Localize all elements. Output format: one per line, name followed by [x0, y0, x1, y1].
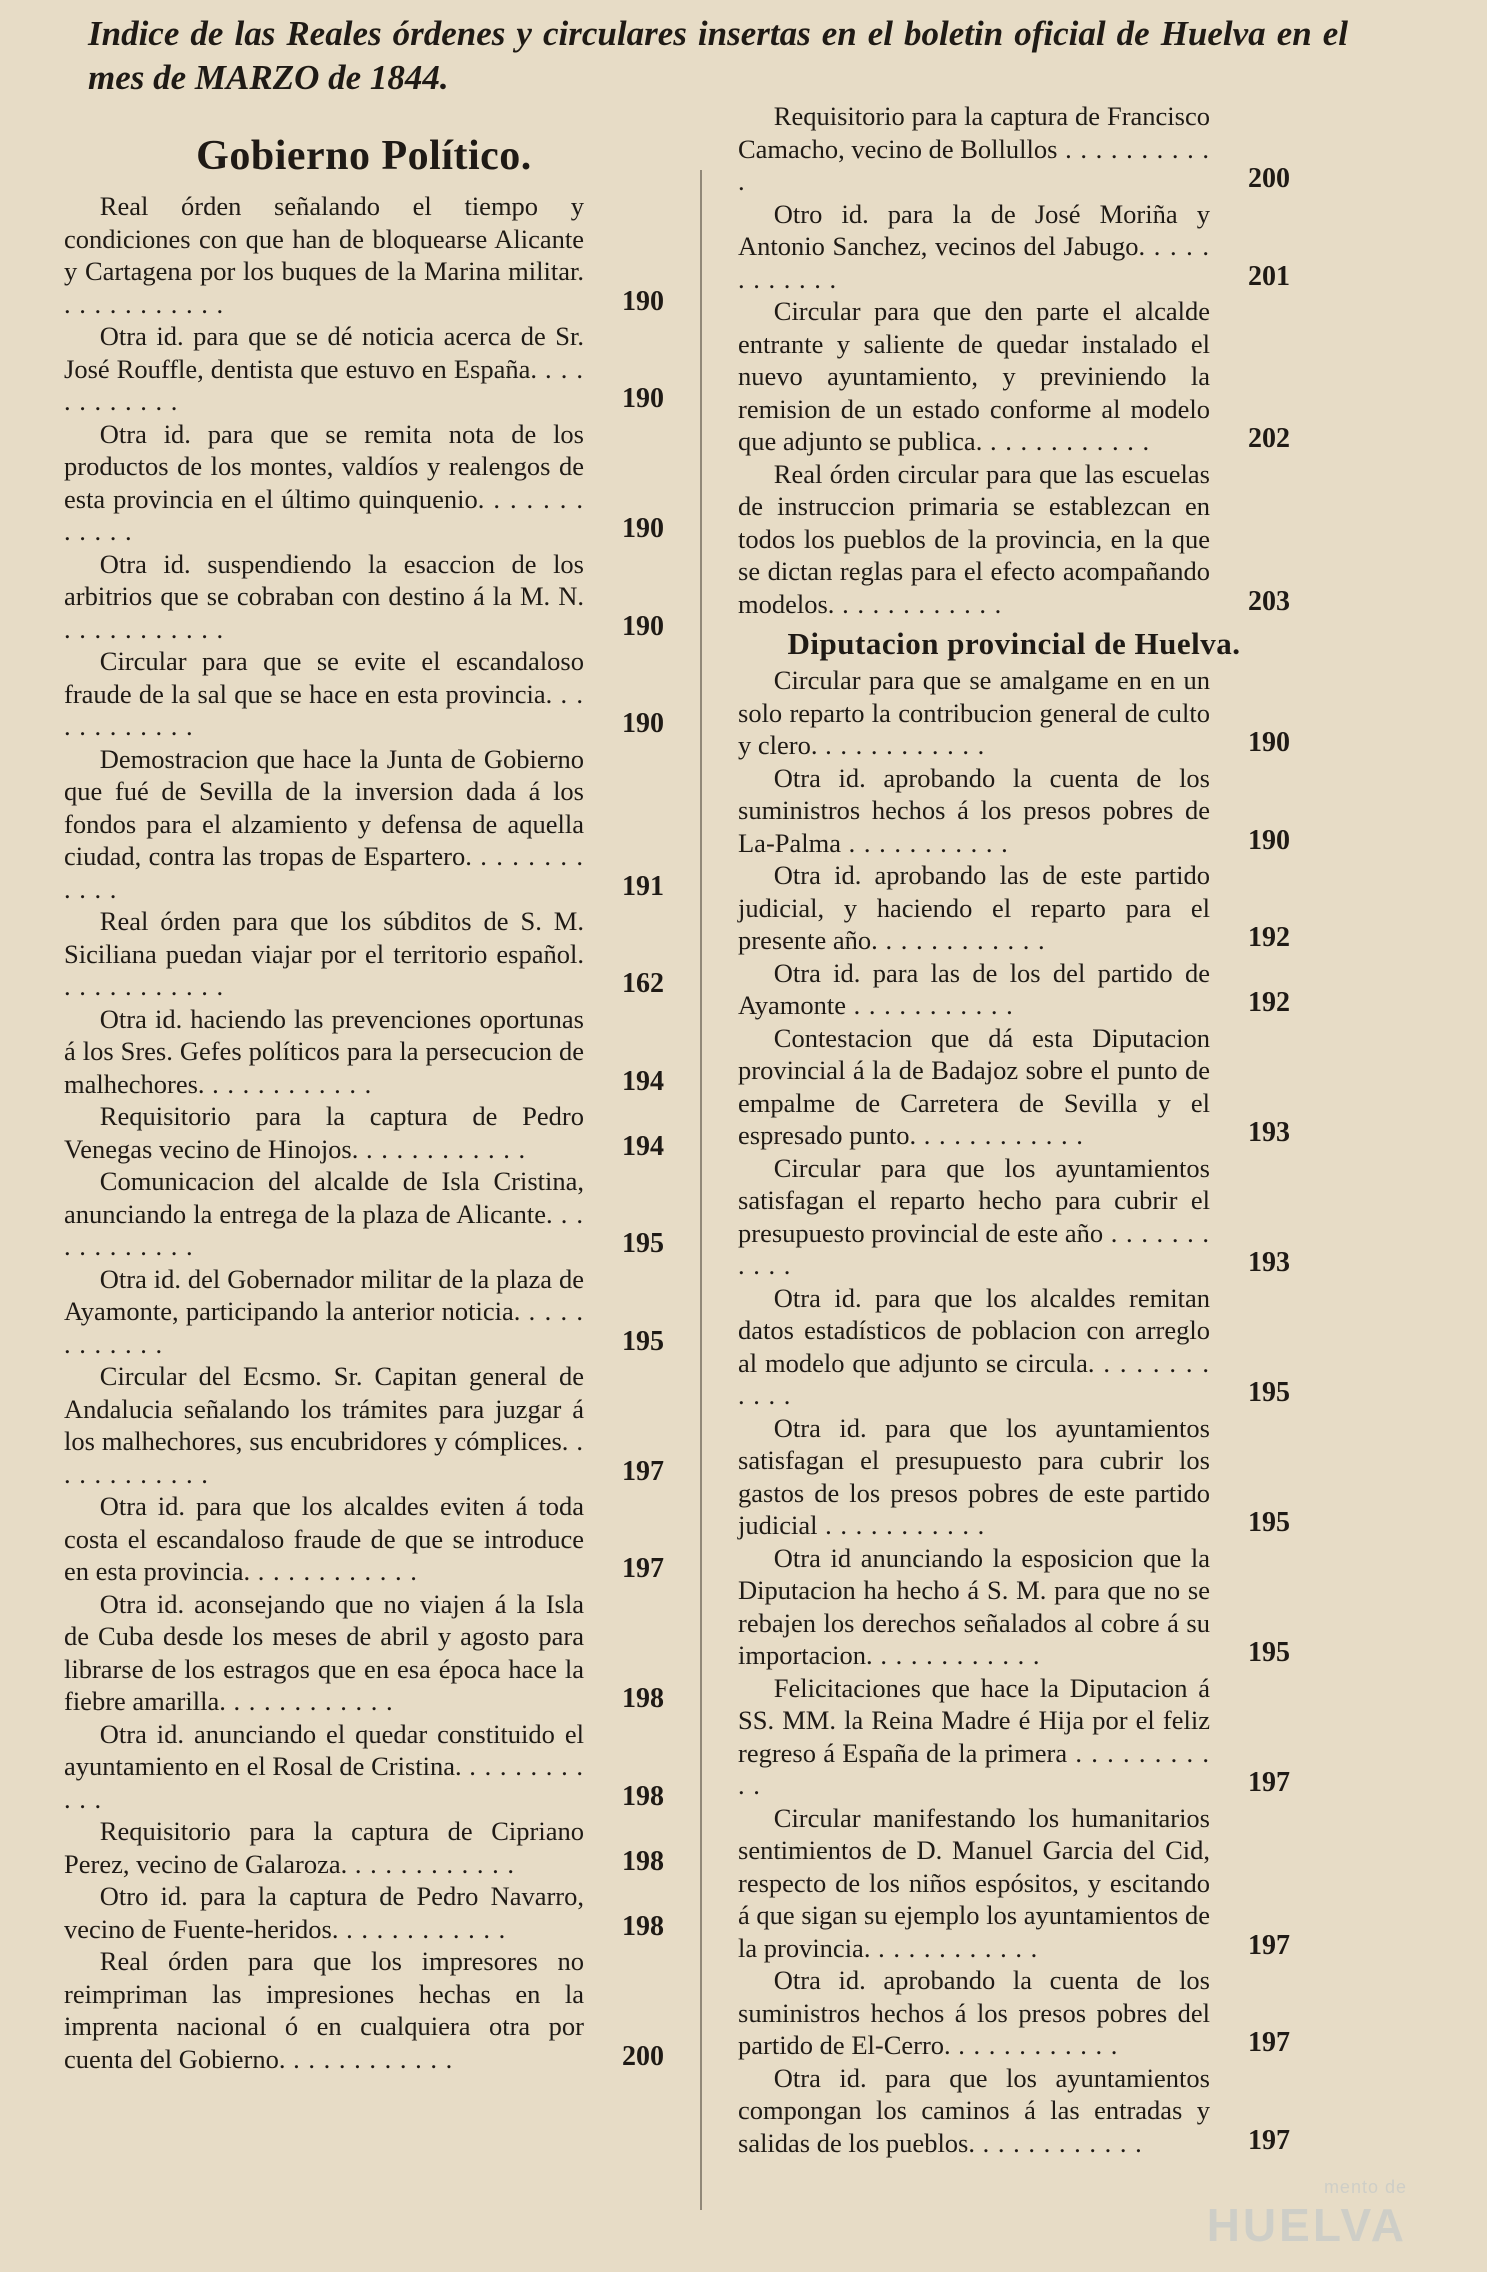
index-entry — [738, 1802, 1290, 1965]
entry-text: Circular del Ecsmo. Sr. Capitan general de Andalucia señalando los trámites para juzgar á los malhechores, sus encubridores y cómplices. . . . — [64, 1360, 604, 1490]
entry-page-number: 190 — [622, 285, 664, 317]
index-entry — [64, 1718, 664, 1816]
index-entry — [738, 1152, 1290, 1282]
entry-text: Otra id. anunciando el quedar constituido el ayuntamiento en el Rosal de Cristina. . . . — [64, 1718, 604, 1816]
index-entry — [64, 1003, 664, 1101]
index-entry — [64, 1263, 664, 1361]
entry-text: Otra id. aprobando la cuenta de los suministros hechos á los presos pobres del partido de El-Cerro. . . . — [738, 1964, 1230, 2062]
entry-page-number: 200 — [622, 2040, 664, 2072]
entry-page-number: 201 — [1248, 260, 1290, 292]
section-heading-diputacion: Diputacion provincial de Huelva. — [787, 626, 1241, 661]
entry-text: Demostracion que hace la Junta de Gobierno que fué de Sevilla de la inversion dada á los fondos para el alzamiento y defensa de aquella ciudad, contra las tropas de Espartero. . . . — [64, 743, 604, 906]
entry-text: Circular para que den parte el alcalde entrante y saliente de quedar instalado el nuevo ayuntamiento, y previniendo la remision de un estado conforme al modelo que adjunto se publica. . . . — [738, 295, 1230, 458]
entry-page-number: 197 — [622, 1553, 664, 1584]
entry-page-number: 194 — [622, 1130, 664, 1162]
entry-text: Otro id. para la captura de Pedro Navarro, vecino de Fuente-heridos. . . . — [64, 1880, 604, 1945]
entry-text: Otra id. para que se remita nota de los productos de los montes, valdíos y realengos de esta provincia en el último quinquenio. . . . — [64, 418, 604, 548]
entry-page-number: 198 — [622, 1910, 664, 1942]
section-heading-gobierno: Gobierno Político. — [196, 133, 532, 179]
right-entry-list-a — [738, 100, 1290, 620]
index-entry — [64, 1490, 664, 1588]
index-entry — [64, 1815, 664, 1880]
index-entry — [738, 1542, 1290, 1672]
index-entry — [738, 295, 1290, 458]
entry-page-number: 197 — [622, 1455, 664, 1487]
entry-text: Otra id anunciando la esposicion que la Diputacion ha hecho á S. M. para que no se rebajen los derechos señalados al cobre á su importacion. . . . — [738, 1542, 1230, 1672]
entry-page-number: 162 — [622, 968, 664, 999]
entry-page-number: 198 — [622, 1780, 664, 1812]
entry-text: Real órden para que los impresores no reimpriman las impresiones hechas en la imprenta nacional ó en cualquiera otra por cuenta del Gobierno. . . . — [64, 1945, 604, 2075]
entry-page-number: 194 — [622, 1065, 664, 1097]
entry-text: Otro id. para la de José Moriña y Antonio Sanchez, vecinos del Jabugo. . . . — [738, 198, 1230, 296]
entry-page-number: 190 — [1248, 727, 1290, 758]
index-entry — [738, 957, 1290, 1022]
right-column — [738, 100, 1290, 2159]
entry-text: Real órden para que los súbditos de S. M. Siciliana puedan viajar por el territorio español. . . . — [64, 905, 604, 1003]
page-title: Indice de las Reales órdenes y circulares insertas en el boletin oficial de Huelva en el mes de MARZO de 1844. — [88, 14, 1348, 97]
index-entry — [64, 1880, 664, 1945]
entry-page-number: 195 — [622, 1325, 664, 1357]
index-entry — [64, 320, 664, 418]
entry-text: Felicitaciones que hace la Diputacion á SS. MM. la Reina Madre é Hija por el feliz regreso á España de la primera . . . — [738, 1672, 1230, 1802]
entry-page-number: 202 — [1248, 423, 1290, 454]
entry-text: Real órden señalando el tiempo y condiciones con que han de bloquearse Alicante y Cartagena por los buques de la Marina militar. . . . — [64, 190, 604, 320]
entry-text: Otra id. haciendo las prevenciones oportunas á los Sres. Gefes políticos para la persecucion de malhechores. . . . — [64, 1003, 604, 1101]
entry-page-number: 190 — [622, 708, 664, 739]
entry-page-number: 198 — [622, 1683, 664, 1714]
entry-page-number: 192 — [1248, 987, 1290, 1018]
entry-text: Otra id. aconsejando que no viajen á la Isla de Cuba desde los meses de abril y agosto para librarse de los estragos que en esa época hace la fiebre amarilla. . . . — [64, 1588, 604, 1718]
entry-page-number: 193 — [1248, 1117, 1290, 1148]
entry-text: Otra id. para las de los del partido de Ayamonte . . . — [738, 957, 1230, 1022]
index-entry — [738, 458, 1290, 621]
entry-text: Otra id. para que los ayuntamientos satisfagan el presupuesto para cubrir los gastos de los presos pobres de este partido judicial . . . — [738, 1412, 1230, 1542]
index-entry — [738, 664, 1290, 762]
entry-text: Requisitorio para la captura de Francisco Camacho, vecino de Bollullos . . . — [738, 100, 1230, 198]
entry-page-number: 192 — [1248, 922, 1290, 953]
index-entry — [64, 1360, 664, 1490]
index-entry — [64, 1165, 664, 1263]
entry-text: Comunicacion del alcalde de Isla Cristina, anunciando la entrega de la plaza de Alicante. . . . — [64, 1165, 604, 1263]
entry-page-number: 200 — [1248, 163, 1290, 194]
entry-page-number: 190 — [622, 513, 664, 544]
entry-page-number: 195 — [1248, 1637, 1290, 1668]
entry-page-number: 195 — [1248, 1377, 1290, 1408]
entry-page-number: 193 — [1248, 1247, 1290, 1278]
entry-page-number: 197 — [1248, 2124, 1290, 2156]
index-entry — [738, 198, 1290, 296]
entry-text: Circular para que se amalgame en en un solo reparto la contribucion general de culto y clero. . . . — [738, 664, 1230, 762]
index-entry — [738, 762, 1290, 860]
entry-page-number: 195 — [622, 1228, 664, 1259]
left-entry-list — [64, 190, 664, 2075]
index-entry — [738, 1672, 1290, 1802]
entry-page-number: 190 — [622, 383, 664, 414]
entry-text: Circular para que los ayuntamientos satisfagan el reparto hecho para cubrir el presupuesto provincial de este año . . . — [738, 1152, 1230, 1282]
index-entry — [738, 859, 1290, 957]
entry-text: Otra id. del Gobernador militar de la plaza de Ayamonte, participando la anterior noticia. . . . — [64, 1263, 604, 1361]
index-entry — [64, 1100, 664, 1165]
entry-text: Real órden circular para que las escuelas de instruccion primaria se establezcan en todos los pueblos de la provincia, en la que se dictan reglas para el efecto acompañando modelos. . . . — [738, 458, 1230, 621]
entry-text: Otra id. aprobando las de este partido judicial, y haciendo el reparto para el presente año. . . . — [738, 859, 1230, 957]
entry-text: Circular para que se evite el escandaloso fraude de la sal que se hace en esta provincia. . . . — [64, 645, 604, 743]
index-entry — [738, 2062, 1290, 2160]
index-entry — [64, 548, 664, 646]
entry-page-number: 197 — [1248, 1929, 1290, 1961]
entry-page-number: 190 — [622, 610, 664, 642]
column-divider — [700, 170, 702, 2210]
entry-text: Circular manifestando los humanitarios sentimientos de D. Manuel Garcia del Cid, respecto de los niños espósitos, y escitando á que sigan su ejemplo los ayuntamientos de la provincia. . . . — [738, 1802, 1230, 1965]
index-entry — [738, 1022, 1290, 1152]
entry-page-number: 195 — [1248, 1507, 1290, 1538]
index-entry — [64, 645, 664, 743]
entry-page-number: 191 — [622, 870, 664, 902]
index-entry — [738, 1964, 1290, 2062]
left-column — [64, 100, 664, 2075]
index-entry — [64, 1588, 664, 1718]
index-entry — [738, 1282, 1290, 1412]
entry-text: Otra id. aprobando la cuenta de los suministros hechos á los presos pobres de La-Palma . . . — [738, 762, 1230, 860]
index-entry — [64, 418, 664, 548]
index-entry — [738, 100, 1290, 198]
watermark — [1207, 2177, 1407, 2252]
entry-text: Requisitorio para la captura de Cipriano Perez, vecino de Galaroza. . . . — [64, 1815, 604, 1880]
right-entry-list-b — [738, 664, 1290, 2159]
index-entry — [64, 743, 664, 906]
watermark-small-text: mento de — [1323, 2177, 1407, 2197]
index-entry — [64, 1945, 664, 2075]
index-entry — [64, 190, 664, 320]
entry-page-number: 190 — [1248, 824, 1290, 856]
entry-page-number: 198 — [622, 1845, 664, 1877]
entry-page-number: 203 — [1248, 585, 1290, 617]
entry-text: Otra id. para que los ayuntamientos compongan los caminos á las entradas y salidas de los pueblos. . . . — [738, 2062, 1230, 2160]
watermark-text: HUELVA — [1206, 2199, 1407, 2251]
index-entry — [738, 1412, 1290, 1542]
index-entry — [64, 905, 664, 1003]
entry-text: Otra id. suspendiendo la esaccion de los arbitrios que se cobraban con destino á la M. N. . . . — [64, 548, 604, 646]
entry-text: Contestacion que dá esta Diputacion provincial á la de Badajoz sobre el punto de empalme de Carretera de Sevilla y el espresado punto. . . . — [738, 1022, 1230, 1152]
entry-text: Otra id. para que se dé noticia acerca de Sr. José Rouffle, dentista que estuvo en España. . . . — [64, 320, 604, 418]
entry-page-number: 197 — [1248, 2027, 1290, 2058]
entry-text: Otra id. para que los alcaldes remitan datos estadísticos de poblacion con arreglo al modelo que adjunto se circula. . . . — [738, 1282, 1230, 1412]
entry-page-number: 197 — [1248, 1767, 1290, 1798]
entry-text: Requisitorio para la captura de Pedro Venegas vecino de Hinojos. . . . — [64, 1100, 604, 1165]
entry-text: Otra id. para que los alcaldes eviten á toda costa el escandaloso fraude de que se introduce en esta provincia. . . . — [64, 1490, 604, 1588]
